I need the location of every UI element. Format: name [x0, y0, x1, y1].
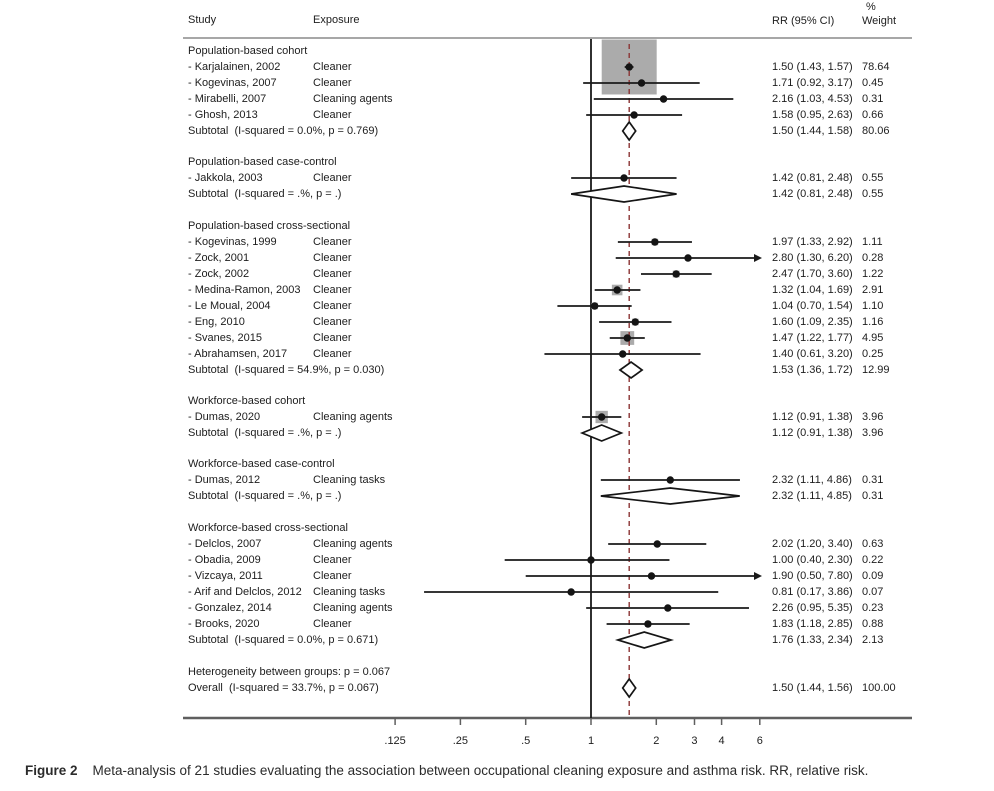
subtotal-label: Subtotal (I-squared = 54.9%, p = 0.030): [188, 364, 385, 376]
rr-value: 1.12 (0.91, 1.38): [772, 411, 853, 423]
group-label: Population-based cross-sectional: [188, 220, 351, 232]
axis-tick-label: .125: [384, 735, 406, 747]
rr-value: 1.04 (0.70, 1.54): [772, 300, 853, 312]
point-marker: [644, 620, 651, 627]
weight-value: 0.23: [862, 602, 884, 614]
rr-value: 1.47 (1.22, 1.77): [772, 332, 853, 344]
axis-tick-label: 6: [756, 735, 763, 747]
study-label: - Gonzalez, 2014: [188, 602, 272, 614]
column-header-rr: RR (95% CI): [772, 15, 835, 27]
rr-value: 1.50 (1.43, 1.57): [772, 61, 853, 73]
study-label: - Brooks, 2020: [188, 618, 260, 630]
exposure-label: Cleaner: [313, 268, 352, 280]
rr-value: 2.16 (1.03, 4.53): [772, 93, 853, 105]
weight-value: 2.91: [862, 284, 884, 296]
axis-tick-label: .25: [452, 735, 469, 747]
exposure-label: Cleaning tasks: [313, 474, 386, 486]
weight-value: 1.22: [862, 268, 884, 280]
axis-tick-label: 4: [718, 735, 725, 747]
exposure-label: Cleaner: [313, 236, 352, 248]
rr-value: 0.81 (0.17, 3.86): [772, 586, 853, 598]
weight-value: 12.99: [862, 364, 890, 376]
rr-value: 2.47 (1.70, 3.60): [772, 268, 853, 280]
weight-value: 3.96: [862, 411, 884, 423]
study-label: - Zock, 2001: [188, 252, 250, 264]
point-marker: [660, 95, 667, 102]
exposure-label: Cleaner: [313, 300, 352, 312]
point-marker: [630, 111, 637, 118]
weight-value: 0.28: [862, 252, 884, 264]
overall-diamond: [623, 679, 636, 697]
study-label: - Kogevinas, 1999: [188, 236, 277, 248]
column-header-exposure: Exposure: [313, 14, 360, 26]
exposure-label: Cleaner: [313, 316, 352, 328]
study-label: - Svanes, 2015: [188, 332, 262, 344]
arrow-right-icon: [754, 254, 762, 262]
weight-value: 0.66: [862, 109, 884, 121]
weight-value: 1.10: [862, 300, 884, 312]
weight-value: 2.13: [862, 634, 884, 646]
exposure-label: Cleaner: [313, 109, 352, 121]
weight-value: 78.64: [862, 61, 890, 73]
weight-value: 3.96: [862, 427, 884, 439]
study-label: - Arif and Delclos, 2012: [188, 586, 302, 598]
exposure-label: Cleaner: [313, 332, 352, 344]
point-marker: [672, 270, 679, 277]
rr-value: 1.32 (1.04, 1.69): [772, 284, 853, 296]
rr-value: 1.60 (1.09, 2.35): [772, 316, 853, 328]
point-marker: [587, 556, 594, 563]
overall-label: Overall (I-squared = 33.7%, p = 0.067): [188, 682, 379, 694]
weight-value: 0.31: [862, 490, 884, 502]
weight-value: 0.31: [862, 474, 884, 486]
figure-caption-label: Figure 2: [25, 763, 78, 778]
group-label: Population-based cohort: [188, 45, 308, 57]
rr-value: 1.40 (0.61, 3.20): [772, 348, 853, 360]
group-label: Workforce-based case-control: [188, 458, 335, 470]
rr-value: 1.42 (0.81, 2.48): [772, 188, 853, 200]
rr-value: 2.02 (1.20, 3.40): [772, 538, 853, 550]
group-label: Workforce-based cross-sectional: [188, 522, 348, 534]
rr-value: 1.76 (1.33, 2.34): [772, 634, 853, 646]
rr-value: 2.32 (1.11, 4.86): [772, 474, 852, 486]
subtotal-label: Subtotal (I-squared = .%, p = .): [188, 188, 342, 200]
rr-value: 1.50 (1.44, 1.56): [772, 682, 853, 694]
point-marker: [624, 334, 631, 341]
weight-value: 4.95: [862, 332, 884, 344]
column-header-percent-sign: %: [866, 1, 876, 13]
subtotal-label: Subtotal (I-squared = .%, p = .): [188, 490, 342, 502]
exposure-label: Cleaner: [313, 172, 352, 184]
exposure-label: Cleaner: [313, 618, 352, 630]
weight-value: 0.09: [862, 570, 884, 582]
exposure-label: Cleaning agents: [313, 538, 393, 550]
subtotal-diamond: [620, 362, 642, 378]
rr-value: 1.71 (0.92, 3.17): [772, 77, 853, 89]
study-label: - Ghosh, 2013: [188, 109, 258, 121]
subtotal-diamond: [582, 425, 621, 441]
rr-value: 1.90 (0.50, 7.80): [772, 570, 853, 582]
arrow-right-icon: [754, 572, 762, 580]
study-label: - Vizcaya, 2011: [188, 570, 263, 582]
point-marker: [613, 286, 620, 293]
study-label: - Eng, 2010: [188, 316, 245, 328]
exposure-label: Cleaner: [313, 348, 352, 360]
study-label: - Dumas, 2012: [188, 474, 261, 486]
exposure-label: Cleaning agents: [313, 602, 393, 614]
rr-value: 1.50 (1.44, 1.58): [772, 125, 853, 137]
subtotal-diamond: [618, 632, 671, 648]
study-label: - Le Moual, 2004: [188, 300, 271, 312]
weight-value: 100.00: [862, 682, 896, 694]
point-marker: [654, 540, 661, 547]
figure-caption: [25, 762, 985, 780]
exposure-label: Cleaner: [313, 61, 352, 73]
exposure-label: Cleaner: [313, 77, 352, 89]
weight-value: 0.63: [862, 538, 884, 550]
rr-value: 2.32 (1.11, 4.85): [772, 490, 852, 502]
point-marker: [625, 63, 632, 70]
study-label: - Dumas, 2020: [188, 411, 261, 423]
point-marker: [664, 604, 671, 611]
study-label: - Mirabelli, 2007: [188, 93, 267, 105]
axis-tick-label: .5: [521, 735, 531, 747]
point-marker: [651, 238, 658, 245]
weight-value: 0.22: [862, 554, 884, 566]
point-marker: [620, 174, 627, 181]
point-marker: [684, 254, 691, 261]
subtotal-label: Subtotal (I-squared = 0.0%, p = 0.769): [188, 125, 379, 137]
weight-value: 0.55: [862, 172, 884, 184]
group-label: Population-based case-control: [188, 156, 337, 168]
axis-tick-label: 2: [653, 735, 660, 747]
exposure-label: Cleaner: [313, 252, 352, 264]
weight-value: 0.45: [862, 77, 884, 89]
rr-value: 2.80 (1.30, 6.20): [772, 252, 853, 264]
subtotal-diamond: [571, 186, 676, 202]
point-marker: [567, 588, 574, 595]
rr-value: 2.26 (0.95, 5.35): [772, 602, 853, 614]
column-header-study: Study: [188, 14, 217, 26]
rr-value: 1.53 (1.36, 1.72): [772, 364, 853, 376]
point-marker: [598, 413, 605, 420]
point-marker: [632, 318, 639, 325]
exposure-label: Cleaner: [313, 284, 352, 296]
weight-value: 0.25: [862, 348, 884, 360]
study-label: - Kogevinas, 2007: [188, 77, 277, 89]
weight-value: 0.07: [862, 586, 884, 598]
subtotal-label: Subtotal (I-squared = .%, p = .): [188, 427, 342, 439]
point-marker: [648, 572, 655, 579]
rr-value: 1.83 (1.18, 2.85): [772, 618, 853, 630]
study-label: - Karjalainen, 2002: [188, 61, 281, 73]
study-label: - Delclos, 2007: [188, 538, 262, 550]
point-marker: [591, 302, 598, 309]
heterogeneity-note: Heterogeneity between groups: p = 0.067: [188, 666, 391, 678]
study-label: - Abrahamsen, 2017: [188, 348, 288, 360]
rr-value: 1.58 (0.95, 2.63): [772, 109, 853, 121]
point-marker: [638, 79, 645, 86]
point-marker: [619, 350, 626, 357]
exposure-label: Cleaning tasks: [313, 586, 386, 598]
weight-value: 80.06: [862, 125, 890, 137]
exposure-label: Cleaner: [313, 554, 352, 566]
group-label: Workforce-based cohort: [188, 395, 306, 407]
exposure-label: Cleaning agents: [313, 411, 393, 423]
point-marker: [667, 476, 674, 483]
weight-value: 0.55: [862, 188, 884, 200]
rr-value: 1.97 (1.33, 2.92): [772, 236, 853, 248]
exposure-label: Cleaning agents: [313, 93, 393, 105]
rr-value: 1.42 (0.81, 2.48): [772, 172, 853, 184]
weight-value: 1.11: [862, 236, 883, 248]
study-label: - Zock, 2002: [188, 268, 250, 280]
weight-value: 0.88: [862, 618, 884, 630]
study-label: - Obadia, 2009: [188, 554, 261, 566]
study-label: - Medina-Ramon, 2003: [188, 284, 301, 296]
weight-value: 1.16: [862, 316, 884, 328]
figure-caption-text: Meta-analysis of 21 studies evaluating the association between occupational cleaning exposure and asthma risk. RR, relative risk.: [92, 763, 869, 778]
weight-value: 0.31: [862, 93, 884, 105]
subtotal-label: Subtotal (I-squared = 0.0%, p = 0.671): [188, 634, 379, 646]
axis-tick-label: 1: [587, 735, 595, 747]
rr-value: 1.12 (0.91, 1.38): [772, 427, 853, 439]
study-label: - Jakkola, 2003: [188, 172, 263, 184]
subtotal-diamond: [623, 122, 636, 140]
axis-tick-label: 3: [691, 735, 698, 747]
column-header-weight: Weight: [862, 15, 897, 27]
rr-value: 1.00 (0.40, 2.30): [772, 554, 853, 566]
subtotal-diamond: [601, 488, 740, 504]
exposure-label: Cleaner: [313, 570, 352, 582]
